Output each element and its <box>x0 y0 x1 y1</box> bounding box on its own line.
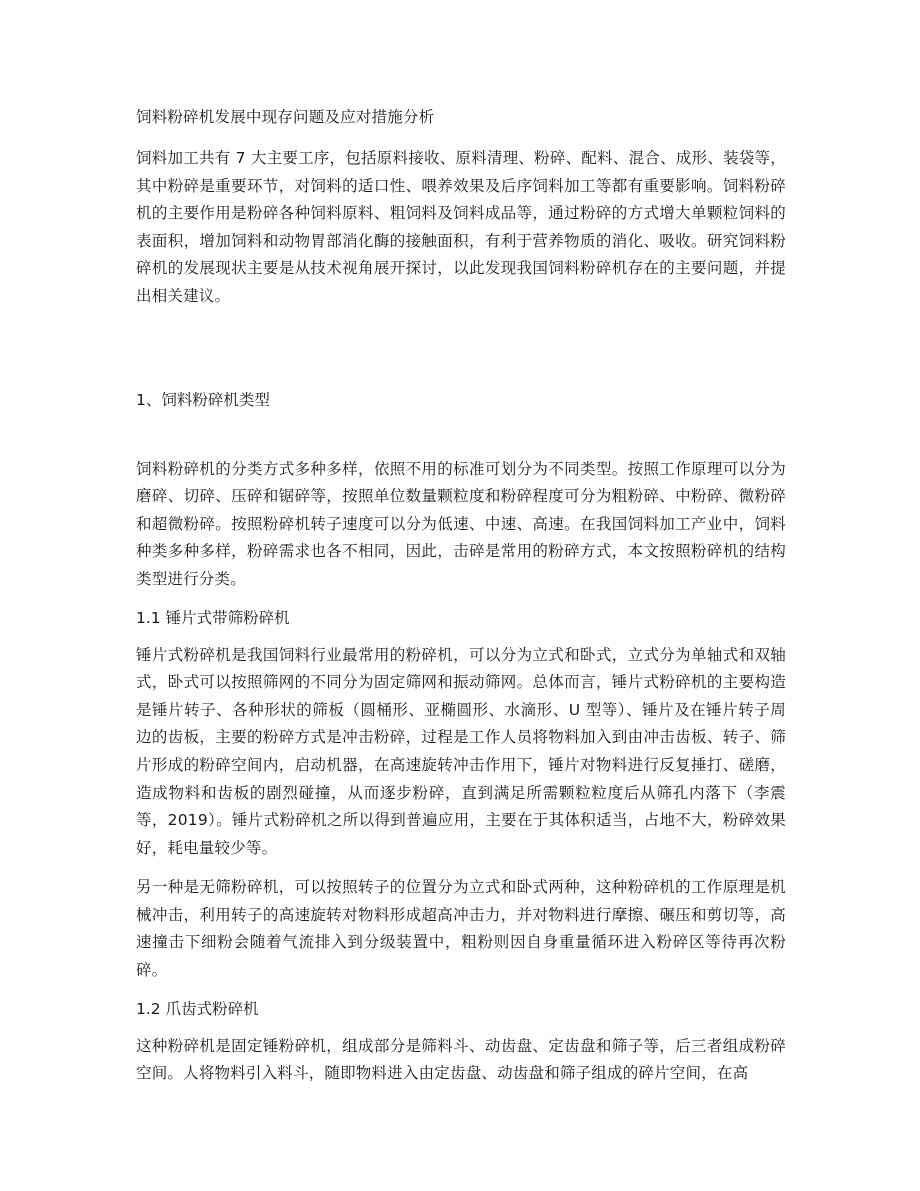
subsection-heading-1-1: 1.1 锤片式带筛粉碎机 <box>136 608 290 627</box>
subsection-1-2-paragraph: 这种粉碎机是固定锤粉碎机，组成部分是筛料斗、动齿盘、定齿盘和筛子等，后三者组成粉碎空间。人将物料引入料斗，随即物料进入由定齿盘、动齿盘和筛子组成的碎片空间，在高 <box>136 1036 786 1083</box>
intro-paragraph: 饲料加工共有 7 大主要工序，包括原料接收、原料清理、粉碎、配料、混合、成形、装袋等，其中粉碎是重要环节，对饲料的适口性、喂养效果及后序饲料加工等都有重要影响。饲料粉碎机的主要作用是粉碎各种饲料原料、粗饲料及饲料成品等，通过粉碎的方式增大单颗粒饲料的表面积，增加饲料和动物胃部消化酶的接触面积，有利于营养物质的消化、吸收。研究饲料粉碎机的发展现状主要是从技术视角展开探讨，以此发现我国饲料粉碎机存在的主要问题，并提出相关建议。 <box>136 149 786 305</box>
subsection-1-1-paragraph-b: 另一种是无筛粉碎机，可以按照转子的位置分为立式和卧式两种，这种粉碎机的工作原理是机械冲击，利用转子的高速旋转对物料形成超高冲击力，并对物料进行摩擦、碾压和剪切等，高速撞击下细粉会随着气流排入到分级装置中，粗粉则因自身重量循环进入粉碎区等待再次粉碎。 <box>136 878 786 980</box>
document-page <box>136 105 786 1088</box>
section-heading-1: 1、饲料粉碎机类型 <box>136 390 270 409</box>
subsection-heading-1-2: 1.2 爪齿式粉碎机 <box>136 999 259 1018</box>
document-title: 饲料粉碎机发展中现存问题及应对措施分析 <box>136 108 435 126</box>
subsection-1-1-paragraph-a: 锤片式粉碎机是我国饲料行业最常用的粉碎机，可以分为立式和卧式，立式分为单轴式和双轴式，卧式可以按照筛网的不同分为固定筛网和振动筛网。总体而言，锤片式粉碎机的主要构造是锤片转子、各种形状的筛板（圆桶形、亚椭圆形、水滴形、U 型等）、锤片及在锤片转子周边的齿板，主要的粉碎方式是冲击粉碎，过程是工作人员将物料加入到由冲击齿板、转子、筛片形成的粉碎空间内，启动机器，在高速旋转冲击作用下，锤片对物料进行反复捶打、磋磨，造成物料和齿板的剧烈碰撞，从而逐步粉碎，直到满足所需颗粒粒度后从筛孔内落下（李震等，2019）。锤片式粉碎机之所以得到普遍应用，主要在于其体积适当，占地不大，粉碎效果好，耗电量较少等。 <box>136 645 786 857</box>
section-1-paragraph: 饲料粉碎机的分类方式多种多样，依照不用的标准可划分为不同类型。按照工作原理可以分为磨碎、切碎、压碎和锯碎等，按照单位数量颗粒度和粉碎程度可分为粗粉碎、中粉碎、微粉碎和超微粉碎。按照粉碎机转子速度可以分为低速、中速、高速。在我国饲料加工产业中，饲料种类多种多样，粉碎需求也各不相同，因此，击碎是常用的粉碎方式，本文按照粉碎机的结构类型进行分类。 <box>136 459 786 588</box>
